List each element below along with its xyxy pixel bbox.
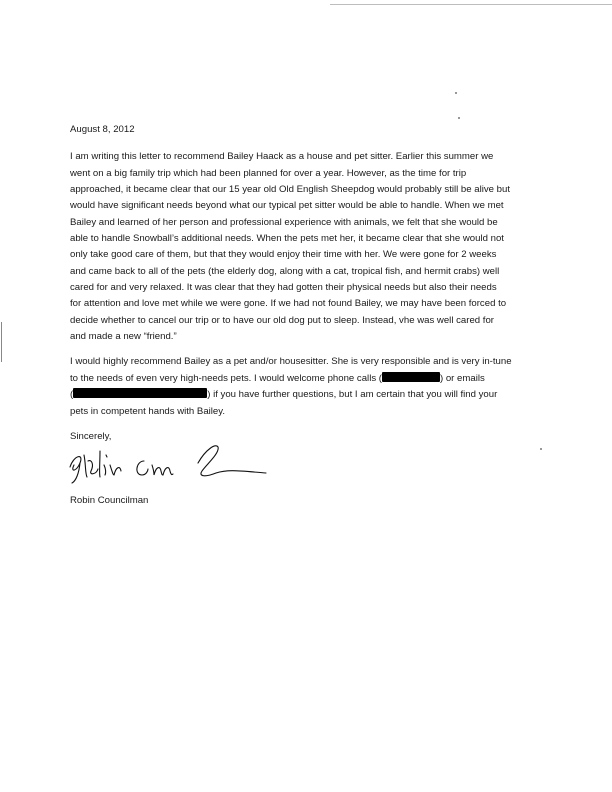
letter-closing: Sincerely, <box>70 430 112 442</box>
text-line: and came back to all of the pets (the elderly dog, along with a cat, tropical fish, and hermit crabs) well <box>70 265 500 277</box>
text-line: Bailey and learned of her person and professional experience with animals, we felt that she would be <box>70 216 498 228</box>
scan-edge-mark <box>1 322 2 362</box>
handwritten-signature <box>66 441 276 485</box>
text-line: decide whether to cancel our trip or to have our old dog put to sleep. Instead, vhe was well cared for <box>70 314 494 326</box>
letter-date: August 8, 2012 <box>70 124 135 135</box>
text-fragment: ) or emails <box>439 372 485 384</box>
text-line: approached, it became clear that our 15 year old Old English Sheepdog would probably still be alive but <box>70 184 510 196</box>
scan-border-line <box>330 4 612 5</box>
text-line: I would highly recommend Bailey as a pet and/or housesitter. She is very responsible and is very in-tune <box>70 356 512 368</box>
text-fragment: ( <box>70 389 74 401</box>
text-line: I am writing this letter to recommend Bailey Haack as a house and pet sitter. Earlier this summer we <box>70 151 494 163</box>
redacted-phone <box>382 372 440 382</box>
text-line: and made a new “friend.” <box>70 331 177 343</box>
text-line: pets in competent hands with Bailey. <box>70 405 226 417</box>
text-line: only take good care of them, but that they would enjoy their time with her. We were gone for 2 weeks <box>70 249 497 261</box>
redacted-email <box>73 388 207 398</box>
text-line: for attention and love met while we were gone. If we had not found Bailey, we may have been forced to <box>70 298 507 310</box>
text-line <box>70 387 548 403</box>
text-line: went on a big family trip which had been planned for over a year. However, as the time for trip <box>70 167 467 179</box>
text-line: cared for and very relaxed. It was clear that they had gotten their physical needs but also their needs <box>70 282 497 294</box>
paragraph-recommendation <box>70 149 548 345</box>
letter-body <box>70 122 548 510</box>
paragraph-contact <box>70 354 548 419</box>
scan-speck <box>455 92 457 94</box>
signer-name: Robin Councilman <box>70 495 149 507</box>
text-fragment: ) if you have further questions, but I am certain that you will find your <box>207 389 498 401</box>
text-line: would have significant needs beyond what our typical pet sitter would be able to handle. When we met <box>70 200 504 212</box>
scan-speck <box>458 117 460 119</box>
text-line <box>70 371 548 387</box>
text-fragment: to the needs of even very high-needs pets. I would welcome phone calls ( <box>70 372 382 384</box>
text-line: able to handle Snowball’s additional needs. When the pets met her, it became clear that she would not <box>70 233 504 245</box>
